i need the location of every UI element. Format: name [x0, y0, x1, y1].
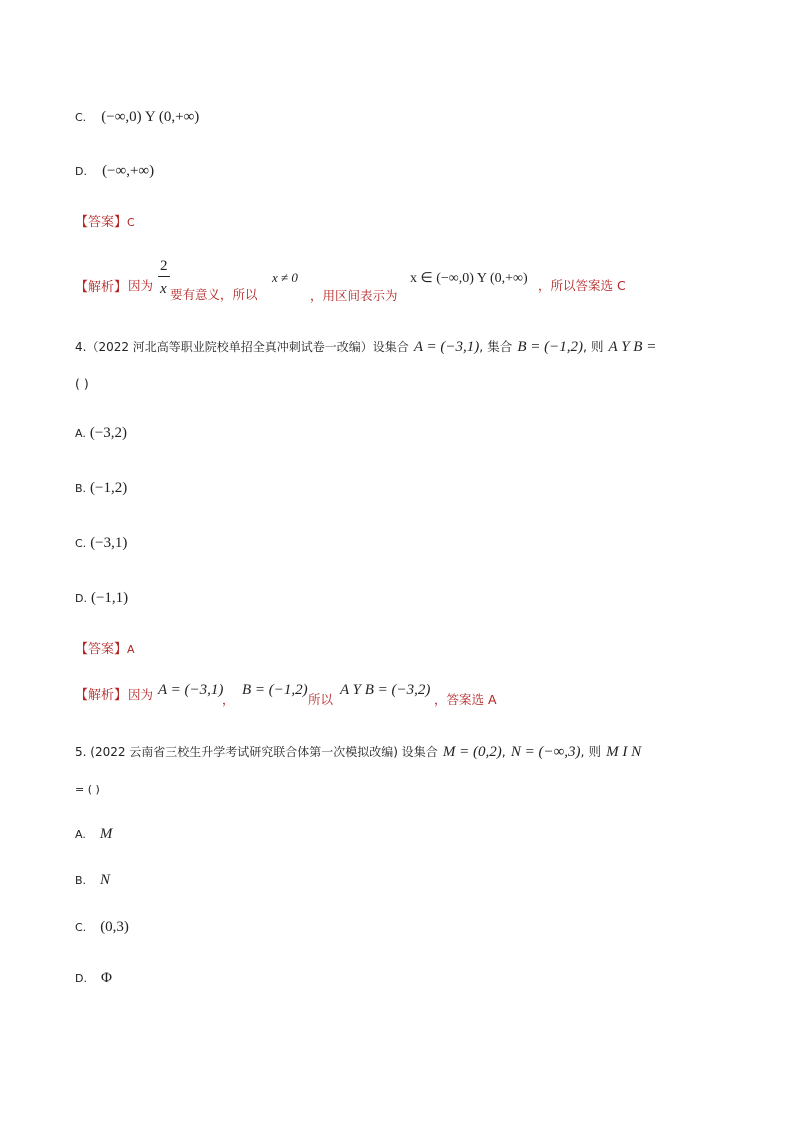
analysis-text: ，: [222, 692, 235, 707]
analysis-text: 所以: [308, 692, 334, 707]
q4-option-c: [75, 532, 127, 552]
option-text: M: [99, 826, 113, 842]
option-label: D.: [75, 972, 87, 985]
q3-answer: [75, 211, 135, 230]
q4-option-b: [75, 477, 127, 497]
analysis-text: 因为: [128, 687, 154, 702]
interval: x ∈ (−∞,0) Y (0,+∞): [410, 271, 528, 286]
question-stem: ,: [501, 744, 506, 759]
option-text: (0,3): [100, 919, 129, 935]
fraction-denominator: x: [160, 281, 167, 297]
option-label: D.: [75, 165, 87, 178]
analysis-tag: 【解析】: [75, 688, 128, 703]
option-text: (−3,1): [90, 535, 128, 551]
set-a-eq: A = (−3,1): [158, 682, 224, 698]
option-text: (−3,2): [89, 425, 128, 441]
question-stem: 5. (2022 云南省三校生升学考试研究联合体第一次模拟改编) 设集合: [75, 745, 438, 759]
q4-paren: [75, 373, 89, 392]
answer-value: A: [127, 643, 135, 656]
answer-value: C: [127, 216, 135, 229]
option-text: N: [100, 872, 111, 888]
q4-option-d: [75, 587, 128, 607]
option-label: B.: [75, 874, 87, 887]
answer-tag: 【答案】: [75, 642, 128, 657]
option-label: A.: [75, 828, 86, 841]
analysis-text: ，所以答案选 C: [538, 278, 626, 293]
union-expression: A Y B =: [608, 339, 657, 355]
option-label: D.: [75, 592, 87, 605]
set-n: N = (−∞,3): [510, 744, 581, 760]
q4-stem: [75, 336, 656, 356]
option-text: (−∞,0) Y (0,+∞): [101, 109, 200, 125]
question-stem: , 则: [580, 744, 601, 759]
q5-option-b: [75, 869, 110, 889]
option-label: C.: [75, 537, 87, 550]
option-text: (−∞,+∞): [102, 163, 155, 179]
analysis-text: 因为: [128, 278, 154, 293]
question-stem: 4.（2022 河北高等职业院校单招全真冲刺试卷一改编）设集合: [75, 340, 409, 354]
option-label: A.: [75, 427, 86, 440]
q3-option-d: [75, 160, 154, 180]
question-stem: , 集合: [479, 339, 513, 354]
answer-blank: = ( ): [75, 783, 100, 796]
condition: x ≠ 0: [272, 270, 298, 285]
fraction-numerator: 2: [160, 258, 168, 274]
q5-option-d: [75, 967, 112, 987]
option-label: C.: [75, 921, 87, 934]
option-text: (−1,1): [90, 590, 129, 606]
option-text: Φ: [100, 970, 112, 986]
q5-option-a: [75, 823, 112, 843]
union-result: A Y B = (−3,2): [340, 682, 431, 698]
q3-option-c: [75, 106, 199, 126]
q5-stem: [75, 741, 641, 761]
set-m: M = (0,2): [442, 744, 502, 760]
analysis-tag: 【解析】: [75, 280, 128, 295]
analysis-text: 要有意义，所以: [170, 287, 258, 302]
option-label: B.: [75, 482, 87, 495]
set-a: A = (−3,1): [413, 339, 480, 355]
q5-option-c: [75, 916, 129, 936]
q4-option-a: [75, 422, 127, 442]
option-text: (−1,2): [90, 480, 128, 496]
option-label: C.: [75, 111, 87, 124]
set-b: B = (−1,2): [517, 339, 583, 355]
q4-answer: [75, 638, 135, 657]
analysis-text: ，用区间表示为: [310, 288, 398, 303]
fraction-bar: [158, 276, 170, 277]
set-b-eq: B = (−1,2): [242, 682, 308, 698]
analysis-text: ，答案选 A: [434, 692, 497, 707]
answer-blank: ( ): [75, 376, 89, 391]
intersection-expression: M I N: [606, 744, 642, 760]
question-stem: , 则: [583, 339, 604, 354]
q5-paren: [75, 778, 100, 797]
answer-tag: 【答案】: [75, 215, 128, 230]
